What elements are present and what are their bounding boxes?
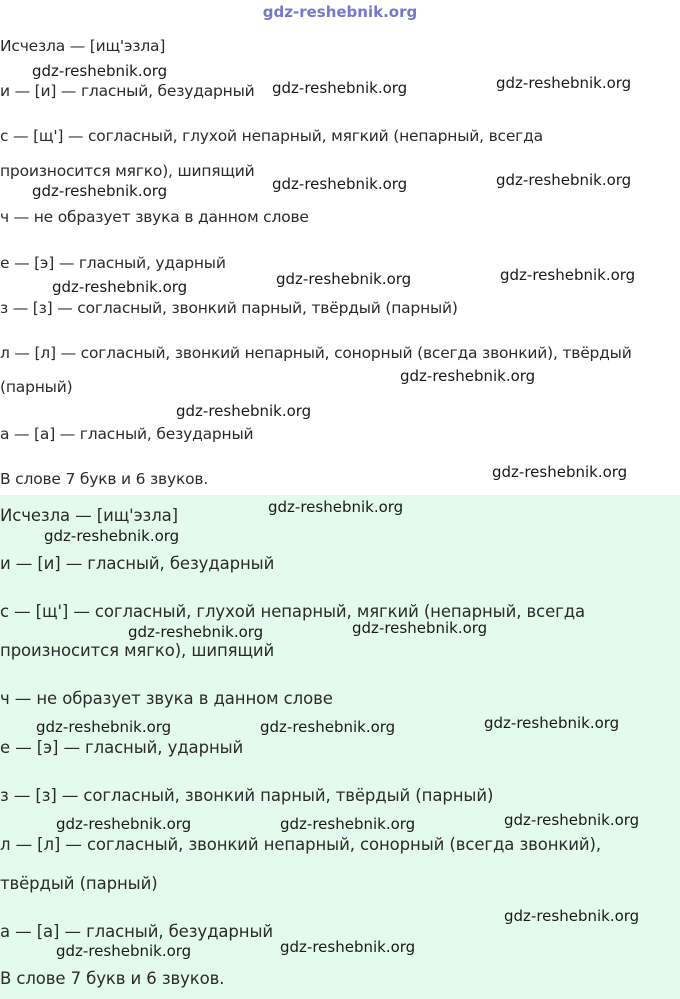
watermark: gdz-reshebnik.org	[32, 62, 168, 80]
watermark: gdz-reshebnik.org	[272, 79, 408, 97]
watermark: gdz-reshebnik.org	[504, 811, 640, 829]
letter-analysis-line: произносится мягко), шипящий	[0, 162, 255, 180]
letter-analysis-line: твёрдый (парный)	[0, 874, 158, 893]
watermark: gdz-reshebnik.org	[352, 619, 488, 637]
watermark: gdz-reshebnik.org	[56, 942, 192, 960]
letter-analysis-line: л — [л] — согласный, звонкий непарный, сонорный (всегда звонкий), твёрдый	[0, 344, 632, 362]
letter-analysis-line: ч — не образует звука в данном слове	[0, 689, 333, 708]
watermark: gdz-reshebnik.org	[272, 175, 408, 193]
letter-analysis-line: з — [з] — согласный, звонкий парный, твёрдый (парный)	[0, 299, 458, 317]
letter-analysis-line: л — [л] — согласный, звонкий непарный, сонорный (всегда звонкий),	[0, 835, 602, 854]
watermark: gdz-reshebnik.org	[260, 718, 396, 736]
word-transcription: Исчезла — [ищ'эзла]	[0, 37, 166, 55]
watermark: gdz-reshebnik.org	[280, 938, 416, 956]
letter-analysis-line: с — [щ'] — согласный, глухой непарный, мягкий (непарный, всегда	[0, 127, 543, 145]
watermark: gdz-reshebnik.org	[484, 714, 620, 732]
letter-analysis-line: а — [а] — гласный, безударный	[0, 425, 254, 443]
watermark: gdz-reshebnik.org	[500, 266, 636, 284]
letter-analysis-line: произносится мягко), шипящий	[0, 641, 275, 660]
watermark: gdz-reshebnik.org	[32, 182, 168, 200]
watermark: gdz-reshebnik.org	[56, 815, 192, 833]
watermark: gdz-reshebnik.org	[492, 463, 628, 481]
letter-analysis-line: ч — не образует звука в данном слове	[0, 208, 309, 226]
watermark: gdz-reshebnik.org	[496, 171, 632, 189]
letter-analysis-line: с — [щ'] — согласный, глухой непарный, мягкий (непарный, всегда	[0, 602, 586, 621]
summary-line: В слове 7 букв и 6 звуков.	[0, 470, 209, 488]
watermark: gdz-reshebnik.org	[276, 270, 412, 288]
watermark: gdz-reshebnik.org	[44, 527, 180, 545]
letter-analysis-line: е — [э] — гласный, ударный	[0, 738, 244, 757]
letter-analysis-line: з — [з] — согласный, звонкий парный, твёрдый (парный)	[0, 786, 494, 805]
watermark: gdz-reshebnik.org	[128, 623, 264, 641]
letter-analysis-line: (парный)	[0, 378, 73, 396]
watermark: gdz-reshebnik.org	[36, 718, 172, 736]
watermark: gdz-reshebnik.org	[496, 74, 632, 92]
letter-analysis-line: и — [и] — гласный, безударный	[0, 82, 255, 100]
watermark: gdz-reshebnik.org	[400, 367, 536, 385]
watermark: gdz-reshebnik.org	[504, 907, 640, 925]
watermark: gdz-reshebnik.org	[268, 498, 404, 516]
summary-line: В слове 7 букв и 6 звуков.	[0, 969, 225, 988]
letter-analysis-line: и — [и] — гласный, безударный	[0, 554, 275, 573]
watermark: gdz-reshebnik.org	[52, 278, 188, 296]
word-transcription: Исчезла — [ищ'эзла]	[0, 506, 178, 525]
watermark: gdz-reshebnik.org	[176, 402, 312, 420]
site-header: gdz-reshebnik.org	[262, 3, 418, 21]
watermark: gdz-reshebnik.org	[280, 815, 416, 833]
letter-analysis-line: а — [а] — гласный, безударный	[0, 922, 273, 941]
letter-analysis-line: е — [э] — гласный, ударный	[0, 254, 226, 272]
